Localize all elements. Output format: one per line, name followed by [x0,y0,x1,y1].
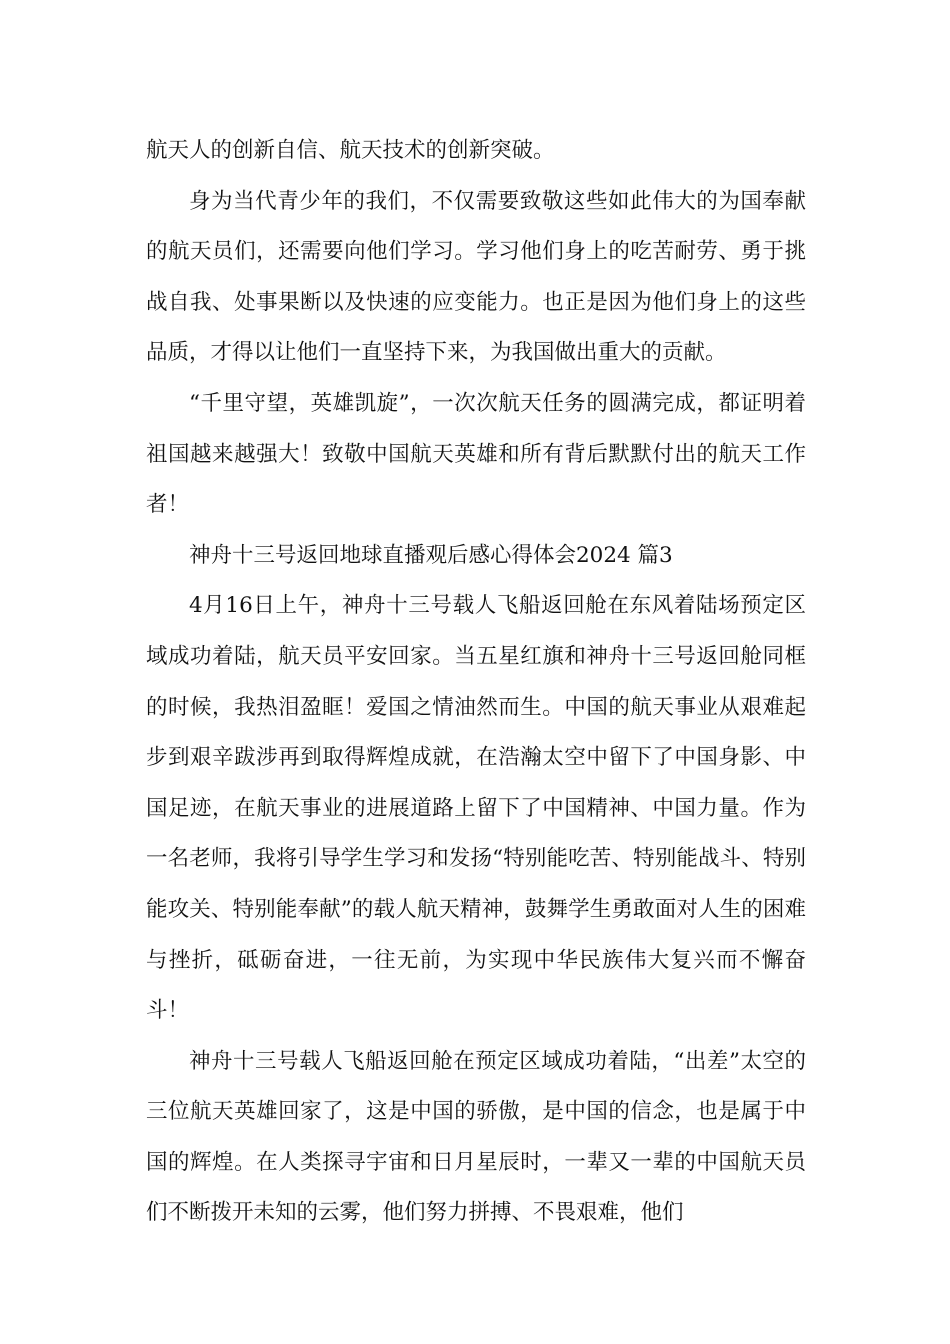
paragraph-5: 神舟十三号载人飞船返回舱在预定区域成功着陆，“出差”太空的三位航天英雄回家了，这是中国的骄傲，是中国的信念，也是属于中国的辉煌。在人类探寻宇宙和日月星辰时，一辈又一辈的中国航天员们不断拨开未知的云雾，他们努力拼搏、不畏艰难，他们 [146,1048,806,1226]
document-page [146,126,806,1239]
paragraph-3: “千里守望，英雄凯旋”，一次次航天任务的圆满完成，都证明着祖国越来越强大！致敬中国航天英雄和所有背后默默付出的航天工作者！ [146,390,806,518]
paragraph-4: 4月16日上午，神舟十三号载人飞船返回舱在东风着陆场预定区域成功着陆，航天员平安回家。当五星红旗和神舟十三号返回舱同框的时候，我热泪盈眶！爱国之情油然而生。中国的航天事业从艰难起步到艰辛跋涉再到取得辉煌成就，在浩瀚太空中留下了中国身影、中国足迹，在航天事业的进展道路上留下了中国精神、中国力量。作为一名老师，我将引导学生学习和发扬“特别能吃苦、特别能战斗、特别能攻关、特别能奉献”的载人航天精神，鼓舞学生勇敢面对人生的困难与挫折，砥砺奋进，一往无前，为实现中华民族伟大复兴而不懈奋斗！ [146,593,806,1024]
section-heading: 神舟十三号返回地球直播观后感心得体会2024 篇3 [189,542,673,568]
paragraph-2: 身为当代青少年的我们，不仅需要致敬这些如此伟大的为国奉献的航天员们，还需要向他们学习。学习他们身上的吃苦耐劳、勇于挑战自我、处事果断以及快速的应变能力。也正是因为他们身上的这些品质，才得以让他们一直坚持下来，为我国做出重大的贡献。 [146,188,806,366]
paragraph-1: 航天人的创新自信、航天技术的创新突破。 [146,138,555,163]
